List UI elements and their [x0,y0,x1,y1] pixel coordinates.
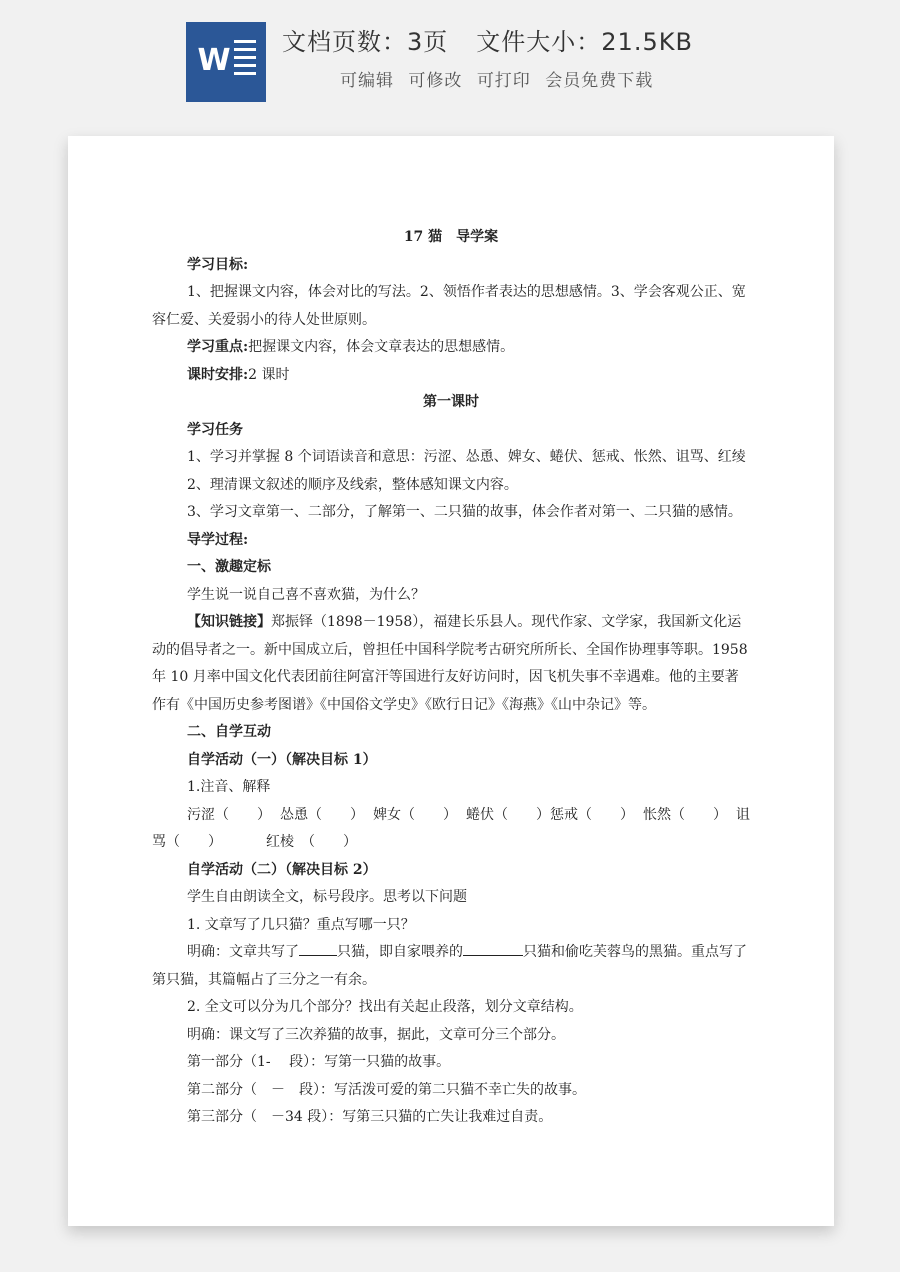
task-item: 1、学习并掌握 8 个词语读音和意思：污涩、怂恿、婢女、蜷伏、惩戒、怅然、诅骂、红绫 [187,449,746,465]
vocab-row [152,829,750,857]
vocab-item: 污涩（ ） [187,806,271,823]
activity-2-intro: 学生自由朗读全文，标号段序。思考以下问题 [187,889,467,905]
vocab-item: 蜷伏（ ）惩戒（ ） [466,806,634,823]
vocab-item: 诅 [736,806,750,823]
section-1-heading [152,554,750,582]
task-label: 学习任务 [187,421,243,438]
section-1-question: 学生说一说自己喜不喜欢猫，为什么？ [187,586,425,603]
file-size: 文件大小：21.5KB [476,28,693,56]
fill-blank [463,941,523,956]
feature-modifiable: 可修改 [408,71,463,91]
key-label: 学习重点: [187,339,249,355]
vocab-item: 骂（ ） [152,834,222,850]
vocab-item: 红棱 （ ） [266,834,357,850]
section-2-heading [152,719,750,747]
key-text: 把握课文内容，体会文章表达的思想感情。 [248,339,515,355]
structure-part: 第二部分（ － 段）：写活泼可爱的第二只猫不幸亡失的故事。 [187,1081,586,1098]
section-1-label: 一、激趣定标 [187,559,271,575]
goal-label: 学习目标: [187,256,249,273]
word-doc-icon [186,22,266,102]
question-2: 2. 全文可以分为几个部分？找出有关起止段落，划分文章结构。 [187,999,583,1015]
time-text: 2 课时 [248,366,290,383]
process-heading [152,527,750,555]
word-icon-lines [234,40,256,84]
document-info-header [0,0,900,120]
vocab-row [152,802,750,830]
task-heading [152,417,750,445]
feature-list [340,66,661,91]
vocab-item: 婢女（ ） [373,806,457,823]
goal-heading [152,252,750,280]
question-1: 1. 文章写了几只猫？重点写哪一只？ [187,916,415,933]
activity-1-heading [152,747,750,775]
activity-1-subtitle: 1.注音、解释 [187,779,271,795]
knowledge-link [152,609,750,719]
activity-2-heading [152,857,750,885]
vocab-item: 怂恿（ ） [280,806,364,823]
feature-free-download: 会员免费下载 [545,71,654,91]
doc-title: 17 猫 导学案 [403,229,499,245]
word-letter: W [197,43,231,78]
goal-text: 1、把握课文内容，体会对比的写法。2、领悟作者表达的思想感情。3、学会客观公正、宽容仁爱、关爱弱小的待人处世原则。 [152,284,746,328]
section-2-label: 二、自学互动 [187,724,271,740]
answer-1-post: 只猫和偷吃芙蓉鸟的黑猫。重点写了第 [152,944,747,988]
activity-1-label: 自学活动（一）（解决目标 1） [187,751,377,768]
document-content [152,224,750,1132]
structure-part: 第三部分（ －34 段）：写第三只猫的亡失让我难过自责。 [187,1109,553,1125]
task-item: 3、学习文章第一、二部分，了解第一、二只猫的故事，体会作者对第一、二只猫的感情。 [187,504,742,520]
feature-printable: 可打印 [476,71,531,91]
answer-1 [152,939,750,994]
process-label: 导学过程: [187,531,249,548]
task-item: 2、理清课文叙述的顺序及线索，整体感知课文内容。 [187,476,518,493]
answer-1-pre: 明确：文章共写了 [187,944,299,960]
document-page [68,136,834,1226]
fill-blank [299,941,337,956]
knowledge-link-label: 【知识链接】 [187,614,271,630]
time-plan [152,362,750,390]
answer-1-end: 只猫，其篇幅占了三分之一有余。 [166,971,376,988]
page-count: 文档页数：3页 [282,28,449,56]
answer-2: 明确：课文写了三次养猫的故事，据此，文章可分三个部分。 [187,1026,565,1043]
answer-1-mid: 只猫，即自家喂养的 [337,944,463,960]
vocab-item: 怅然（ ） [643,806,727,823]
feature-editable: 可编辑 [340,71,394,91]
key-point [152,334,750,362]
structure-part: 第一部分（1- 段）：写第一只猫的故事。 [187,1054,451,1070]
document-meta [282,22,693,57]
activity-2-label: 自学活动（二）（解决目标 2） [187,861,377,878]
knowledge-link-text: 郑振铎（1898－1958），福建长乐县人。现代作家、文学家，我国新文化运动的倡导者之一。新中国成立后，曾担任中国科学院考古研究所所长、全国作协理事等职。1958 年 10 月率中国文化代表团前往阿富汗等国进行友好访问时，因飞机失事不幸遇难。他的主要著作有《中国历史参考图谱》《中国俗文学史》《欧行日记》《海燕》《山中杂记》等。 [152,614,748,713]
time-label: 课时安排: [187,366,249,383]
lesson-heading: 第一课时 [423,394,479,410]
